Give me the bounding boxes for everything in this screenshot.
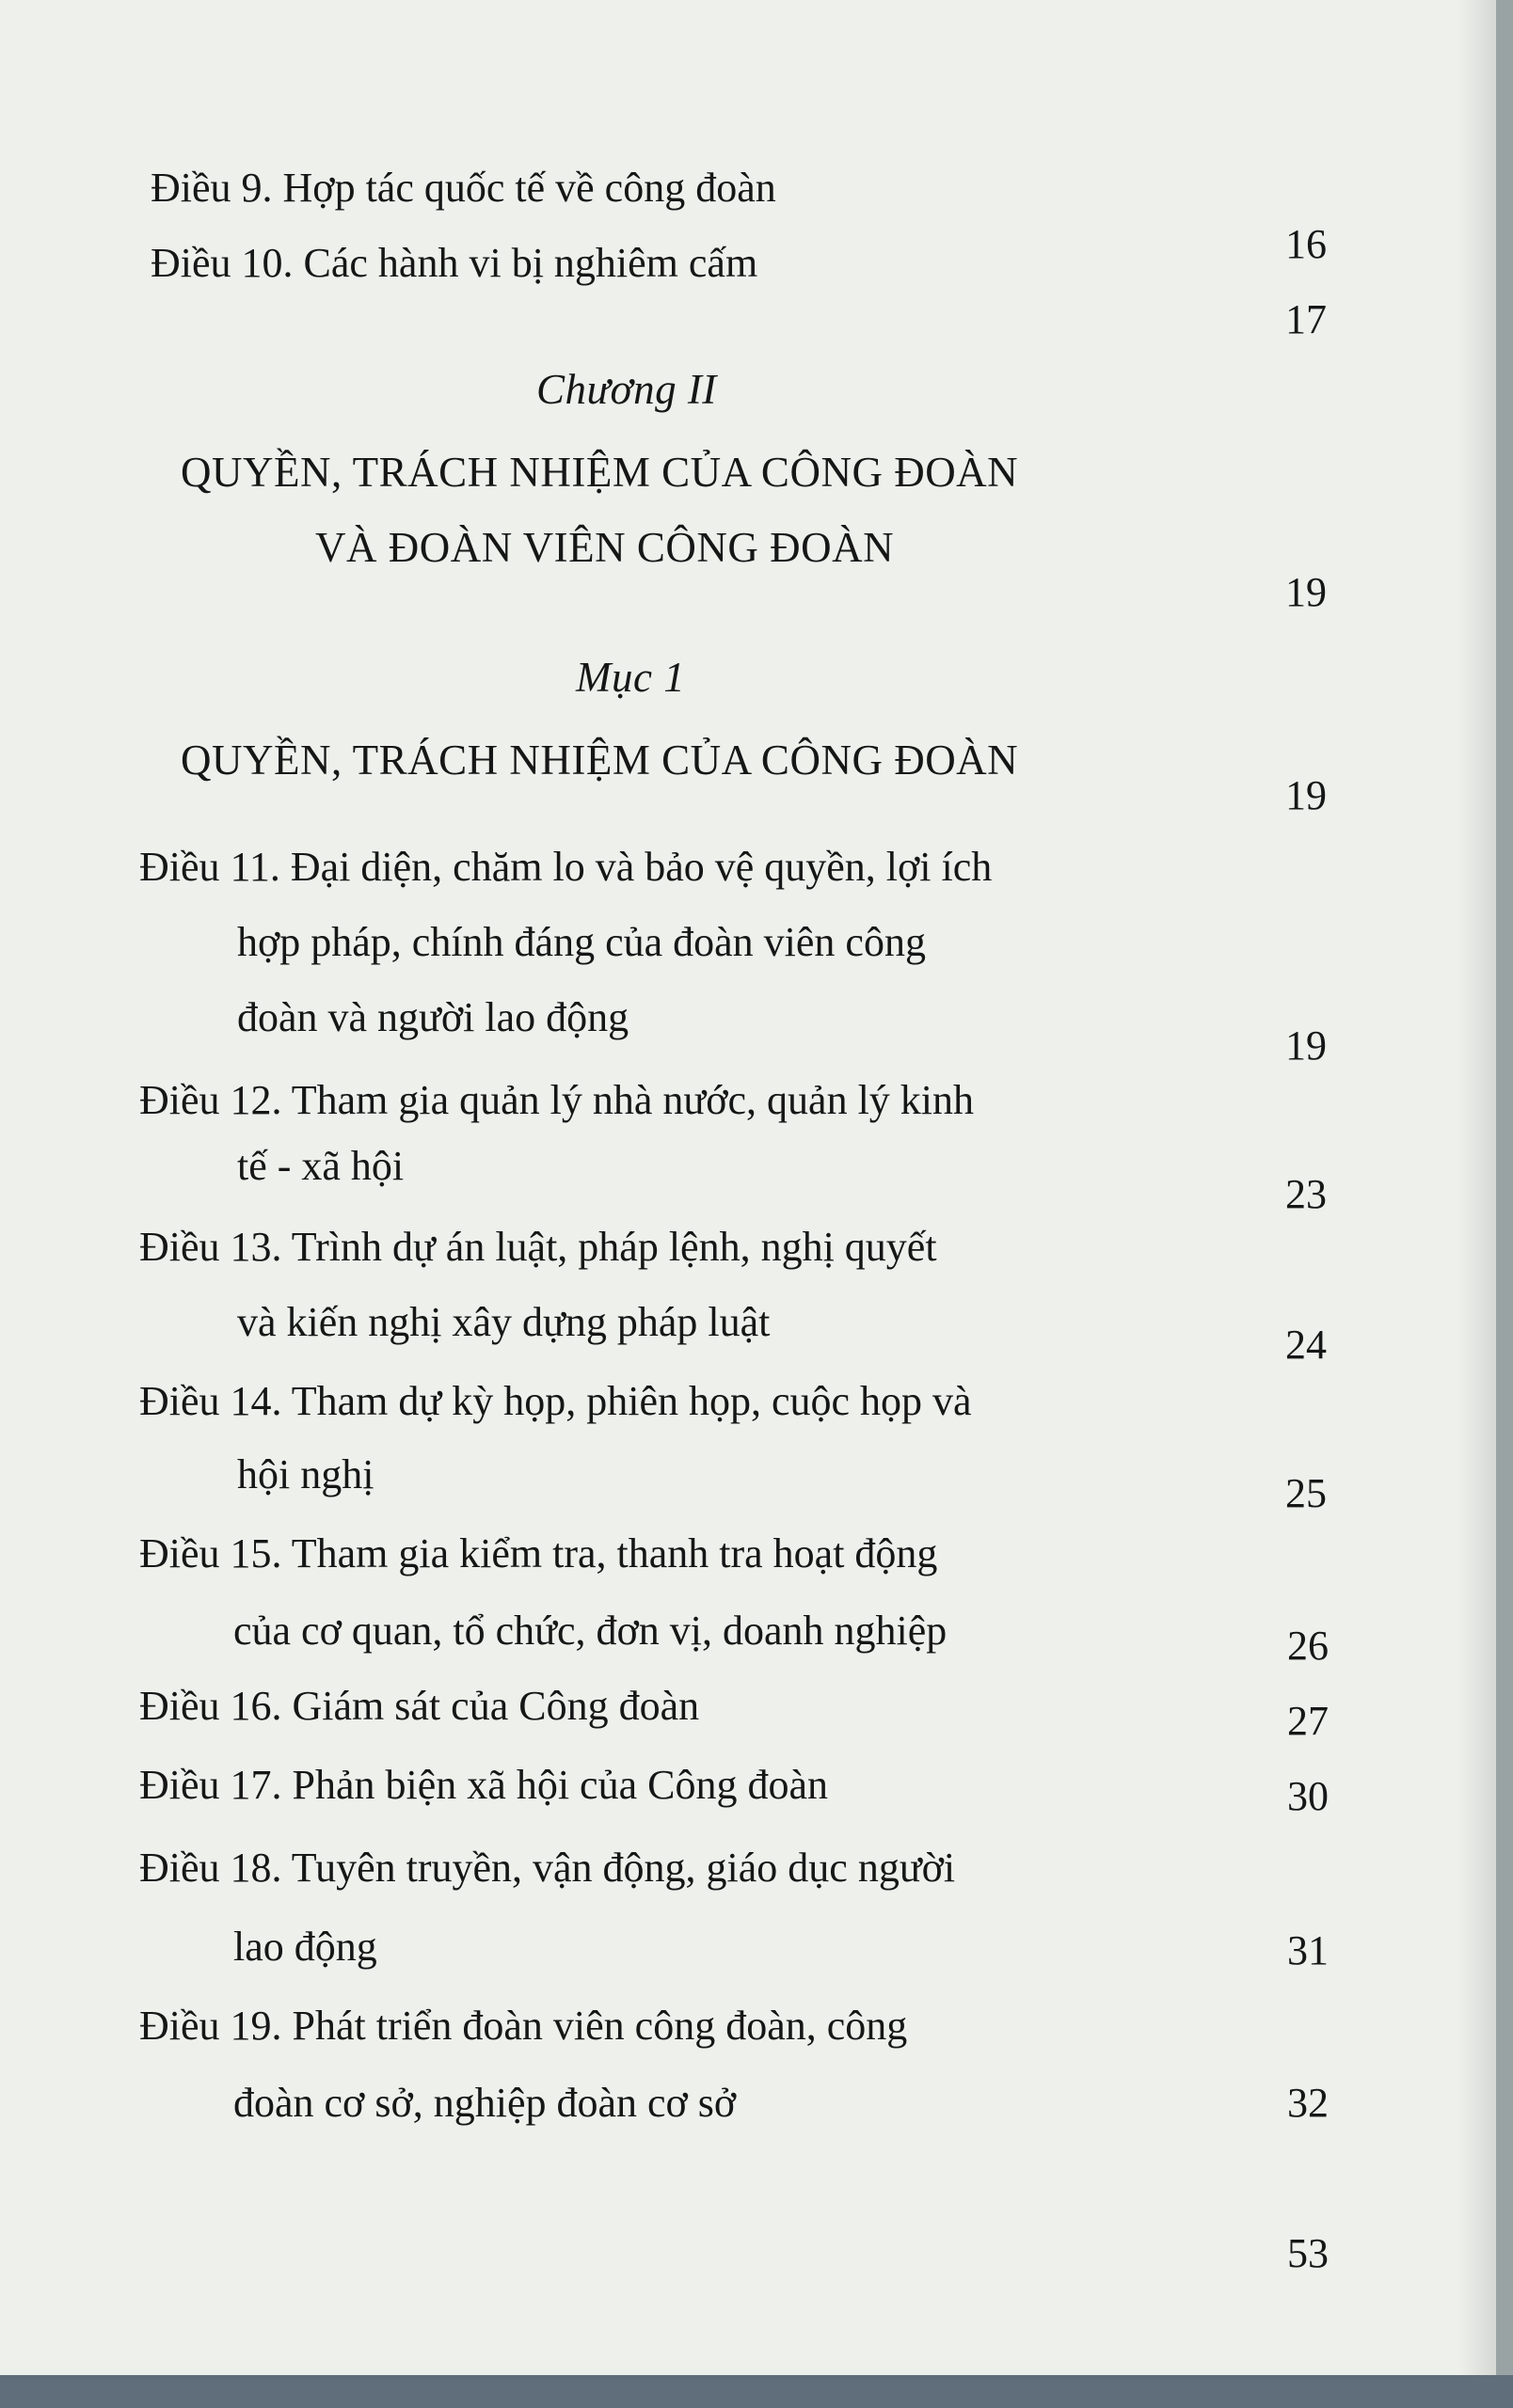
book-cover-edge [0, 2375, 1513, 2408]
toc-entry-18-line-1: Điều 18. Tuyên truyền, vận động, giáo dục người [139, 1845, 956, 1891]
toc-entry-17-line-1: Điều 17. Phản biện xã hội của Công đoàn [139, 1762, 828, 1808]
toc-entry-19-line-2: đoàn cơ sở, nghiệp đoàn cơ sở [233, 2080, 737, 2126]
section-label: Mục 1 [576, 654, 686, 701]
toc-entry-12-line-2: tế - xã hội [237, 1143, 405, 1189]
toc-entry-18-page: 31 [1287, 1927, 1329, 1973]
toc-entry-11-page: 19 [1285, 1022, 1327, 1069]
chapter-label: Chương II [536, 366, 717, 413]
page-number: 53 [1287, 2230, 1329, 2276]
toc-entry-19-line-1: Điều 19. Phát triển đoàn viên công đoàn, công [139, 2003, 908, 2049]
chapter-title-line-1: QUYỀN, TRÁCH NHIỆM CỦA CÔNG ĐOÀN [181, 449, 1019, 496]
toc-entry-10-line-1: Điều 10. Các hành vi bị nghiêm cấm [151, 240, 758, 286]
toc-entry-19-page: 32 [1287, 2080, 1329, 2126]
toc-entry-9-page: 16 [1285, 221, 1327, 267]
toc-entry-15-page: 26 [1287, 1623, 1329, 1669]
toc-entry-14-line-2: hội nghị [237, 1451, 374, 1497]
toc-entry-16-page: 27 [1287, 1698, 1329, 1744]
toc-entry-18-line-2: lao động [233, 1924, 377, 1970]
toc-entry-11-line-3: đoàn và người lao động [237, 994, 629, 1040]
toc-entry-14-page: 25 [1285, 1470, 1327, 1516]
page-shadow [1458, 0, 1496, 2375]
toc-entry-13-page: 24 [1285, 1322, 1327, 1368]
section-page: 19 [1285, 772, 1327, 818]
chapter-title-line-2: VÀ ĐOÀN VIÊN CÔNG ĐOÀN [315, 524, 895, 571]
chapter-page: 19 [1285, 569, 1327, 615]
toc-entry-17-page: 30 [1287, 1773, 1329, 1819]
toc-entry-13-line-2: và kiến nghị xây dựng pháp luật [237, 1299, 771, 1345]
toc-entry-16-line-1: Điều 16. Giám sát của Công đoàn [139, 1683, 700, 1729]
toc-entry-15-line-2: của cơ quan, tổ chức, đơn vị, doanh nghiệp [233, 1608, 948, 1654]
toc-entry-11-line-1: Điều 11. Đại diện, chăm lo và bảo vệ quyền, lợi ích [139, 844, 993, 890]
toc-entry-10-page: 17 [1285, 296, 1327, 342]
section-title: QUYỀN, TRÁCH NHIỆM CỦA CÔNG ĐOÀN [181, 737, 1019, 784]
toc-entry-12-line-1: Điều 12. Tham gia quản lý nhà nước, quản lý kinh [139, 1077, 975, 1123]
toc-entry-14-line-1: Điều 14. Tham dự kỳ họp, phiên họp, cuộc họp và [139, 1378, 972, 1424]
toc-entry-9-line-1: Điều 9. Hợp tác quốc tế về công đoàn [151, 165, 776, 211]
toc-entry-13-line-1: Điều 13. Trình dự án luật, pháp lệnh, nghị quyết [139, 1224, 937, 1270]
toc-entry-11-line-2: hợp pháp, chính đáng của đoàn viên công [237, 919, 926, 965]
toc-entry-15-line-1: Điều 15. Tham gia kiểm tra, thanh tra hoạt động [139, 1530, 938, 1576]
toc-entry-12-page: 23 [1285, 1171, 1327, 1217]
